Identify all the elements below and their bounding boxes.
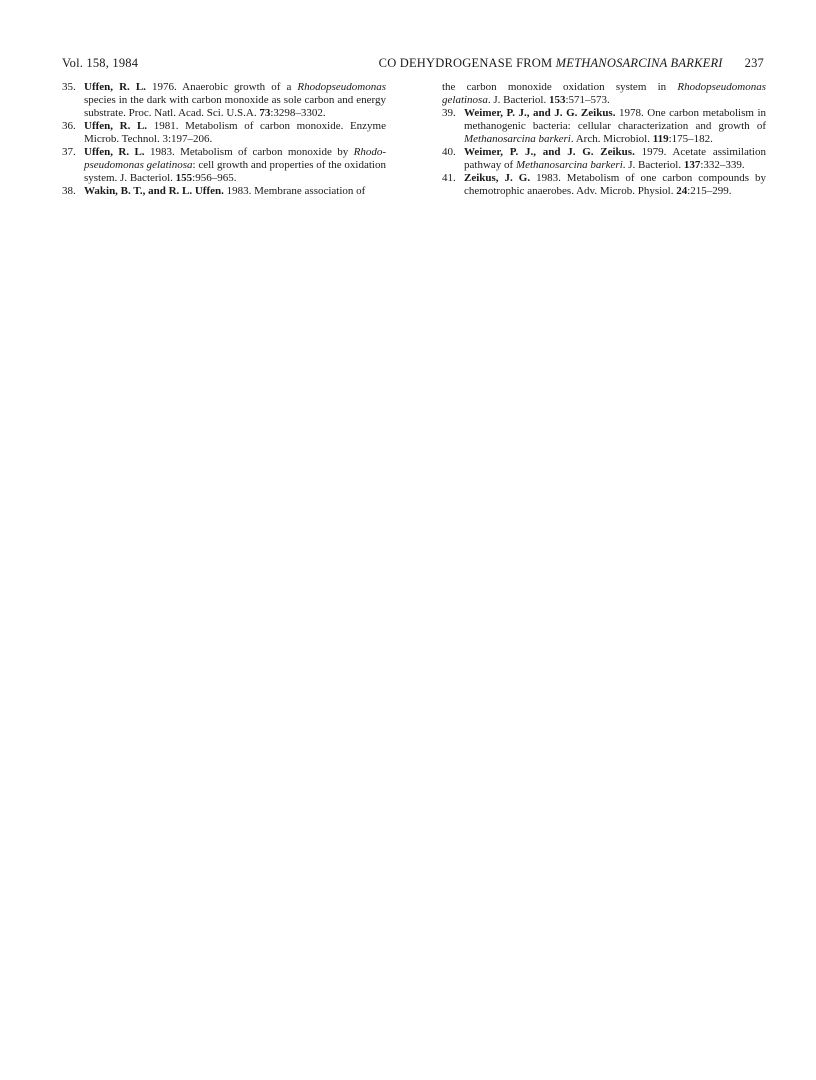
reference-pages: :175–182.: [668, 133, 713, 145]
reference-volume: 153: [548, 94, 566, 106]
reference-39: [442, 107, 766, 146]
reference-37: [62, 146, 386, 185]
left-column: [62, 81, 386, 198]
reference-pages: :956–965.: [192, 172, 237, 184]
reference-number: 35.: [62, 81, 76, 93]
reference-author: Uffen, R. L.: [84, 120, 148, 132]
reference-number: 39.: [442, 107, 456, 119]
reference-38-continuation: [442, 81, 766, 107]
reference-pages: :571–573.: [565, 94, 610, 106]
volume-year: Vol. 158, 1984: [62, 56, 139, 70]
reference-volume: 119: [652, 133, 669, 145]
reference-number: 36.: [62, 120, 76, 132]
reference-number: 40.: [442, 146, 456, 158]
reference-text: species in the dark with carbon monoxide as sole carbon and energy substrate. Proc. Natl. Acad. Sci. U.S.A.: [84, 94, 386, 119]
reference-volume: 155: [175, 172, 193, 184]
reference-volume: 73: [259, 107, 271, 119]
reference-text: 1983. Metabolism of one carbon compounds by chemotrophic anaerobes. Adv. Microb. Physiol.: [464, 172, 766, 197]
reference-italic: Rhodo-pseudomonas gelatinosa: [84, 146, 386, 171]
reference-italic: Methanosarcina barkeri: [515, 159, 623, 171]
reference-38: [62, 185, 386, 198]
reference-text: 1981. Metabolism of carbon monoxide. Enzyme Microb. Technol. 3:197–206.: [84, 120, 386, 145]
reference-author: Zeikus, J. G.: [464, 172, 531, 184]
reference-35: [62, 81, 386, 120]
reference-text: 1976. Anaerobic growth of a: [145, 81, 298, 93]
reference-36: [62, 120, 386, 146]
reference-text: 1979. Acetate assimilation pathway of: [464, 146, 766, 171]
reference-text: : cell growth and properties of the oxidation system. J. Bacteriol.: [84, 159, 386, 184]
reference-author: Weimer, P. J., and J. G. Zeikus.: [464, 107, 616, 119]
reference-pages: :3298–3302.: [270, 107, 326, 119]
reference-author: Uffen, R. L.: [84, 146, 145, 158]
title-organism: METHANOSARCINA BARKERI: [555, 56, 723, 70]
reference-text: . Arch. Microbiol.: [570, 133, 653, 145]
reference-volume: 137: [683, 159, 701, 171]
reference-text: 1978. One carbon metabolism in methanogenic bacteria: cellular characterization and growth of: [464, 107, 766, 132]
reference-number: 37.: [62, 146, 76, 158]
running-header: [62, 56, 764, 74]
reference-text: 1983. Membrane association of: [223, 185, 366, 197]
reference-41: [442, 172, 766, 198]
reference-text: . J. Bacteriol.: [487, 94, 549, 106]
title-prefix: CO DEHYDROGENASE FROM: [378, 56, 556, 70]
running-title: [379, 56, 764, 71]
reference-italic: Rhodopseudomonas gelatinosa: [442, 81, 766, 106]
reference-text: the carbon monoxide oxidation system in: [442, 81, 678, 93]
reference-author: Weimer, P. J., and J. G. Zeikus.: [464, 146, 635, 158]
page-number: 237: [744, 56, 764, 70]
reference-text: . J. Bacteriol.: [622, 159, 684, 171]
reference-40: [442, 146, 766, 172]
reference-italic: Methanosarcina barkeri: [464, 133, 571, 145]
reference-italic: Rhodopseudomonas: [297, 81, 386, 93]
right-column: [442, 81, 766, 198]
reference-author: Wakin, B. T., and R. L. Uffen.: [84, 185, 224, 197]
reference-pages: :332–339.: [700, 159, 745, 171]
reference-volume: 24: [676, 185, 688, 197]
reference-pages: :215–299.: [687, 185, 732, 197]
reference-number: 38.: [62, 185, 76, 197]
reference-author: Uffen, R. L.: [84, 81, 146, 93]
reference-number: 41.: [442, 172, 456, 184]
reference-text: 1983. Metabolism of carbon monoxide by: [144, 146, 354, 158]
